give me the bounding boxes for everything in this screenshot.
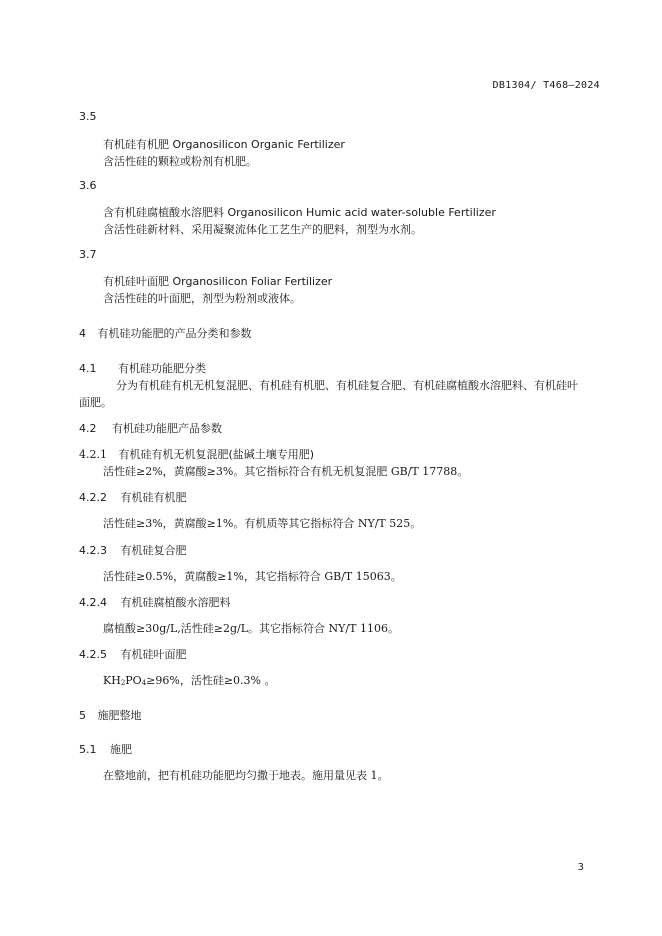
subsection-heading xyxy=(79,360,206,376)
clause-heading xyxy=(79,446,314,462)
clause-text: 活性硅≥0.5%，黄腐酸≥1%，其它指标符合 GB/T 15063。 xyxy=(103,570,402,583)
clause-title: 有机硅叶面肥 xyxy=(120,648,187,661)
section-number: 5 xyxy=(79,709,86,722)
clause-text: 活性硅≥3%，黄腐酸≥1%。有机质等其它指标符合 NY/T 525。 xyxy=(103,517,422,530)
section-heading xyxy=(79,325,252,341)
clause-title: 有机硅有机肥 xyxy=(120,491,187,504)
clause-heading xyxy=(79,489,187,505)
term-title: 含有机硅腐植酸水溶肥料 Organosilicon Humic acid water-soluble Fertilizer xyxy=(103,206,496,219)
term-definition: 含活性硅的叶面肥，剂型为粉剂或液体。 xyxy=(103,292,301,305)
term-number: 3.6 xyxy=(79,179,97,192)
term-title: 有机硅叶面肥 Organosilicon Foliar Fertilizer xyxy=(103,275,333,288)
formula-part: ≥96%，活性硅≥0.3% 。 xyxy=(146,674,276,687)
clause-text xyxy=(103,672,276,688)
subsection-title: 有机硅功能肥产品参数 xyxy=(112,422,222,435)
term-number: 3.7 xyxy=(79,248,97,261)
subsection-title: 施肥 xyxy=(110,743,132,756)
term-number: 3.5 xyxy=(79,110,97,123)
term-title: 有机硅有机肥 Organosilicon Organic Fertilizer xyxy=(103,138,345,151)
term-definition: 含活性硅新材料、采用凝聚流体化工艺生产的肥料，剂型为水剂。 xyxy=(103,223,422,236)
clause-heading xyxy=(79,594,231,610)
clause-number: 4.2.5 xyxy=(79,648,107,661)
clause-title: 有机硅有机无机复混肥(盐碱土壤专用肥) xyxy=(118,448,315,461)
clause-number: 4.2.3 xyxy=(79,544,107,557)
formula-part: PO xyxy=(125,674,142,687)
clause-text: 腐植酸≥30g/L,活性硅≥2g/L。其它指标符合 NY/T 1106。 xyxy=(103,622,399,635)
clause-number: 4.2.2 xyxy=(79,491,107,504)
paragraph-line: 面肥。 xyxy=(79,396,112,409)
clause-text: 活性硅≥2%，黄腐酸≥3%。其它指标符合有机无机复混肥 GB/T 17788。 xyxy=(103,465,469,478)
formula-subscript: 4 xyxy=(141,679,147,687)
subsection-heading xyxy=(79,420,222,436)
clause-number: 4.2.4 xyxy=(79,596,107,609)
formula-subscript: 2 xyxy=(120,679,126,687)
formula-part: KH xyxy=(103,674,121,687)
subsection-number: 4.1 xyxy=(79,362,97,375)
section-heading xyxy=(79,707,142,723)
section-title: 有机硅功能肥的产品分类和参数 xyxy=(97,327,252,340)
clause-heading xyxy=(79,542,187,558)
section-number: 4 xyxy=(79,327,86,340)
paragraph-line: 分为有机硅有机无机复混肥、有机硅有机肥、有机硅复合肥、有机硅腐植酸水溶肥料、有机硅叶 xyxy=(116,379,578,392)
clause-heading xyxy=(79,646,187,662)
clause-title: 有机硅复合肥 xyxy=(120,544,187,557)
paragraph: 在整地前，把有机硅功能肥均匀撒于地表。施用量见表 1。 xyxy=(103,769,389,782)
subsection-number: 4.2 xyxy=(79,422,97,435)
document-code: DB1304/ T468—2024 xyxy=(492,80,600,91)
subsection-heading xyxy=(79,741,132,757)
subsection-title: 有机硅功能肥分类 xyxy=(118,362,206,375)
clause-number: 4.2.1 xyxy=(79,448,107,461)
page-number: 3 xyxy=(577,862,584,873)
clause-title: 有机硅腐植酸水溶肥料 xyxy=(120,596,231,609)
term-definition: 含活性硅的颗粒或粉剂有机肥。 xyxy=(103,155,257,168)
subsection-number: 5.1 xyxy=(79,743,97,756)
section-title: 施肥整地 xyxy=(97,709,142,722)
